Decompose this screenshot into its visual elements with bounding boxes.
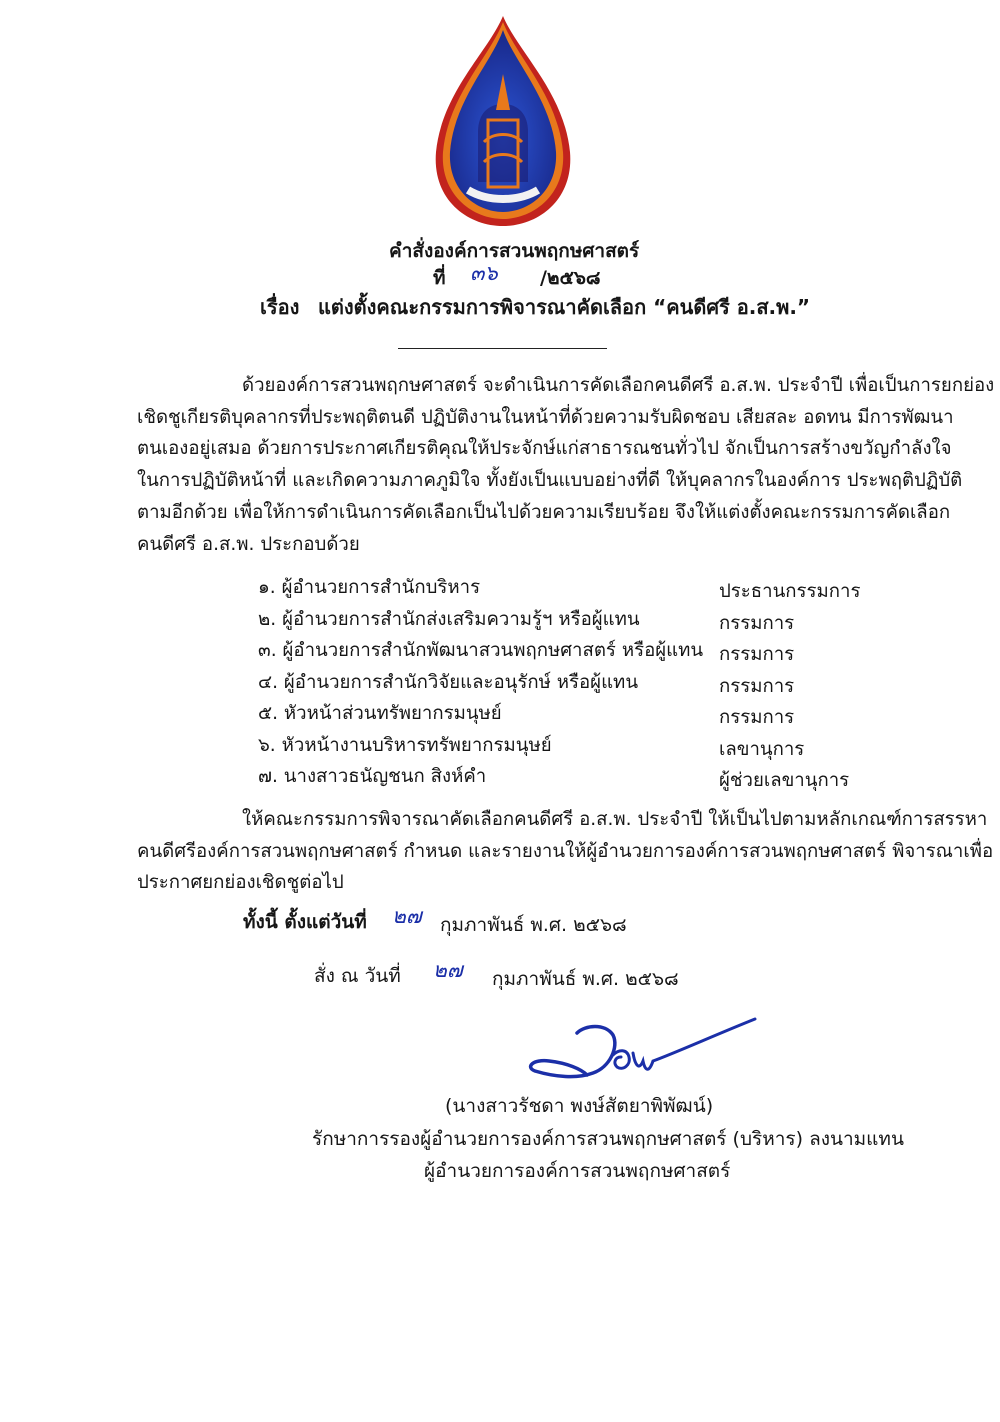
- signer-position-line2: ผู้อำนวยการองค์การสวนพฤกษศาสตร์: [424, 1160, 731, 1182]
- member-name: ๕. หัวหน้าส่วนทรัพยากรมนุษย์: [258, 703, 502, 724]
- subject-label: เรื่อง: [260, 295, 300, 319]
- effective-suffix: กุมภาพันธ์ พ.ศ. ๒๕๖๘: [440, 914, 627, 936]
- member-name: ๖. หัวหน้างานบริหารทรัพยากรมนุษย์: [258, 735, 552, 756]
- member-name: ๓. ผู้อำนวยการสำนักพัฒนาสวนพฤกษศาสตร์ หรือผู้แทน: [258, 640, 704, 661]
- duty-paragraph: [137, 804, 994, 899]
- member-row: [258, 636, 858, 667]
- order-title: คำสั่งองค์การสวนพฤกษศาสตร์: [389, 240, 640, 262]
- member-row: [258, 668, 858, 699]
- signer-position-line1: รักษาการรองผู้อำนวยการองค์การสวนพฤกษศาสตร์ (บริหาร) ลงนามแทน: [312, 1128, 904, 1150]
- organization-logo: [418, 12, 588, 230]
- signer-name: (นางสาวรัชดา พงษ์สัตยาพิพัฒน์): [445, 1095, 714, 1117]
- member-row: [258, 762, 858, 793]
- member-role: กรรมการ: [719, 676, 795, 697]
- order-number-handwritten: ๓๖: [470, 261, 498, 285]
- signature-scribble: [515, 1015, 760, 1095]
- member-name: ๗. นางสาวธนัญชนก สิงห์คำ: [258, 766, 487, 787]
- intro-line: เชิดชูเกียรติบุคลากรที่ประพฤติตนดี ปฏิบัติงานในหน้าที่ด้วยความรับผิดชอบ เสียสละ อดทน มีการพัฒนา: [137, 406, 954, 428]
- member-row: [258, 731, 858, 762]
- duty-line: ประกาศยกย่องเชิดชูต่อไป: [137, 872, 344, 894]
- member-role: ผู้ช่วยเลขานุการ: [719, 770, 850, 791]
- ordered-suffix: กุมภาพันธ์ พ.ศ. ๒๕๖๘: [492, 968, 679, 990]
- member-role: กรรมการ: [719, 707, 795, 728]
- title-separator: [398, 348, 607, 349]
- ordered-day-handwritten: ๒๗: [433, 958, 463, 982]
- order-number-label: ที่: [433, 267, 446, 289]
- member-row: [258, 605, 858, 636]
- intro-line: ในการปฏิบัติหน้าที่ และเกิดความภาคภูมิใจ ทั้งยังเป็นแบบอย่างที่ดี ให้บุคลากรในองค์การ ประพฤติปฏิบัติ: [137, 470, 963, 492]
- member-row: [258, 573, 861, 604]
- member-role: ประธานกรรมการ: [719, 581, 861, 602]
- intro-line: คนดีศรี อ.ส.พ. ประกอบด้วย: [137, 533, 360, 555]
- intro-line: ตามอีกด้วย เพื่อให้การดำเนินการคัดเลือกเป็นไปด้วยความเรียบร้อย จึงให้แต่งตั้งคณะกรรมการคัดเลือก: [137, 501, 951, 523]
- member-name: ๑. ผู้อำนวยการสำนักบริหาร: [258, 577, 481, 598]
- member-name: ๒. ผู้อำนวยการสำนักส่งเสริมความรู้ฯ หรือผู้แทน: [258, 609, 640, 630]
- duty-line: คนดีศรีองค์การสวนพฤกษศาสตร์ กำหนด และรายงานให้ผู้อำนวยการองค์การสวนพฤกษศาสตร์ พิจารณาเพื่อ: [137, 840, 994, 862]
- member-role: กรรมการ: [719, 613, 795, 634]
- member-role: กรรมการ: [719, 644, 795, 665]
- ordered-prefix: สั่ง ณ วันที่: [314, 965, 401, 987]
- subject-text: แต่งตั้งคณะกรรมการพิจารณาคัดเลือก “คนดีศรี อ.ส.พ.”: [318, 295, 811, 319]
- member-name: ๔. ผู้อำนวยการสำนักวิจัยและอนุรักษ์ หรือผู้แทน: [258, 672, 639, 693]
- effective-prefix: ทั้งนี้ ตั้งแต่วันที่: [243, 911, 367, 933]
- member-row: [258, 699, 858, 730]
- duty-line: ให้คณะกรรมการพิจารณาคัดเลือกคนดีศรี อ.ส.พ. ประจำปี ให้เป็นไปตามหลักเกณฑ์การสรรหา: [242, 809, 988, 830]
- intro-line: ตนเองอยู่เสมอ ด้วยการประกาศเกียรติคุณให้ประจักษ์แก่สาธารณชนทั่วไป จักเป็นการสร้างขวัญกำลังใจ: [137, 438, 952, 460]
- intro-line: ด้วยองค์การสวนพฤกษศาสตร์ จะดำเนินการคัดเลือกคนดีศรี อ.ส.พ. ประจำปี เพื่อเป็นการยกย่อง: [242, 375, 995, 396]
- effective-day-handwritten: ๒๗: [392, 904, 422, 928]
- member-role: เลขานุการ: [719, 739, 805, 760]
- order-number-year: /๒๕๖๘: [540, 267, 601, 289]
- intro-paragraph: [137, 370, 995, 560]
